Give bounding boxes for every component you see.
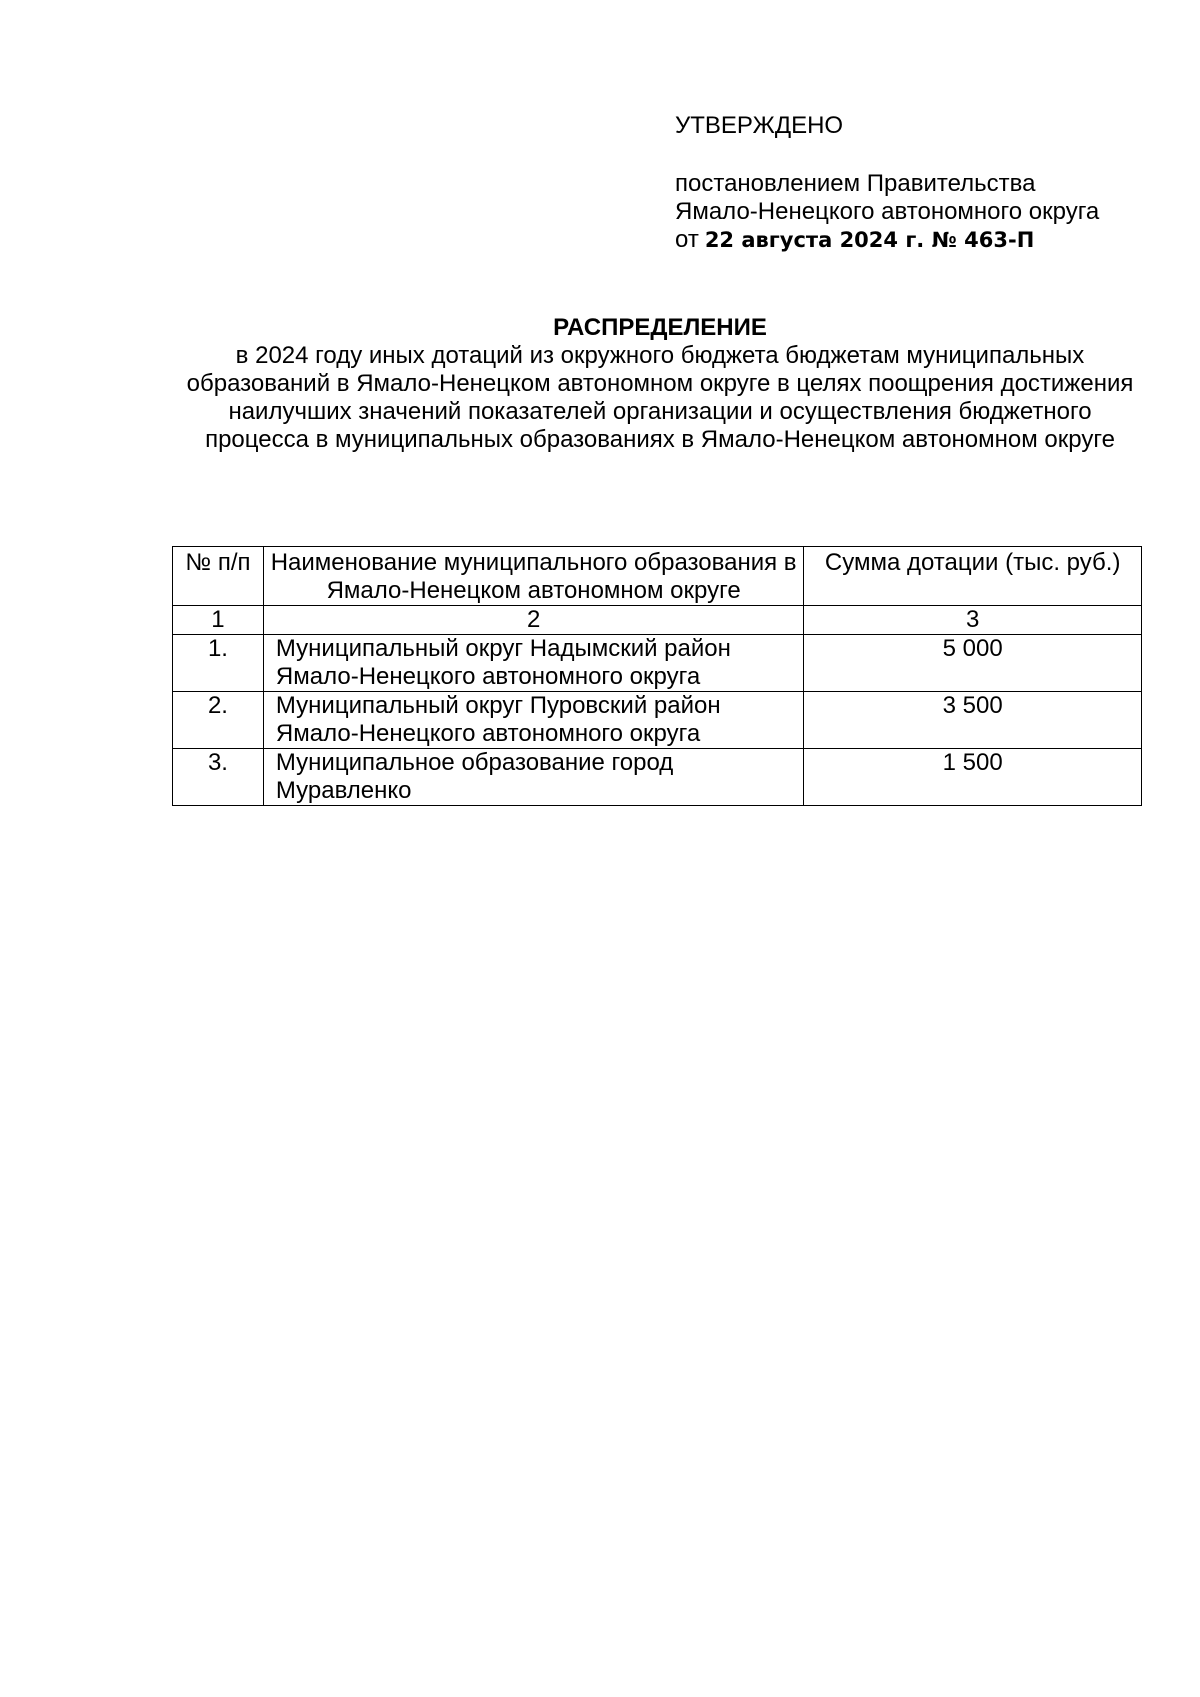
table-row — [173, 692, 1142, 749]
row-number: 3. — [173, 749, 264, 806]
header-municipality: Наименование муниципального образования в Ямало-Ненецком автономном округе — [263, 547, 803, 606]
table-header-row — [173, 547, 1142, 606]
document-heading — [160, 314, 1160, 454]
approval-date-line — [675, 226, 1175, 254]
municipality-name: Муниципальное образование город Муравленко — [263, 749, 803, 806]
approved-label: УТВЕРЖДЕНО — [675, 112, 844, 139]
approval-line-2: Ямало-Ненецкого автономного округа — [675, 198, 1100, 225]
header-number: № п/п — [173, 547, 264, 606]
header-amount: Сумма дотации (тыс. руб.) — [804, 547, 1142, 606]
date-prefix: от — [675, 226, 699, 253]
approval-block — [675, 112, 1175, 254]
column-index-row — [173, 606, 1142, 635]
municipality-name: Муниципальный округ Пуровский район Ямало-Ненецкого автономного округа — [263, 692, 803, 749]
document-subtitle: в 2024 году иных дотаций из окружного бюджета бюджетам муниципальных образований в Ямало-Ненецком автономном округе в целях поощрения достижения наилучших значений показателей организации и осуществления бюджетного процесса в муниципальных образованиях в Ямало-Ненецком автономном округе — [186, 342, 1134, 453]
municipality-name: Муниципальный округ Надымский район Ямало-Ненецкого автономного округа — [263, 635, 803, 692]
column-index-2: 2 — [263, 606, 803, 635]
decree-date-number: 22 августа 2024 г. № 463-П — [704, 228, 1035, 252]
table-row — [173, 635, 1142, 692]
subsidy-amount: 1 500 — [804, 749, 1142, 806]
document-title: РАСПРЕДЕЛЕНИЕ — [553, 314, 767, 341]
column-index-3: 3 — [804, 606, 1142, 635]
column-index-1: 1 — [173, 606, 264, 635]
subsidy-amount: 5 000 — [804, 635, 1142, 692]
table-row — [173, 749, 1142, 806]
row-number: 2. — [173, 692, 264, 749]
subsidy-amount: 3 500 — [804, 692, 1142, 749]
approval-line-1: постановлением Правительства — [675, 170, 1036, 197]
distribution-table — [172, 546, 1142, 806]
row-number: 1. — [173, 635, 264, 692]
